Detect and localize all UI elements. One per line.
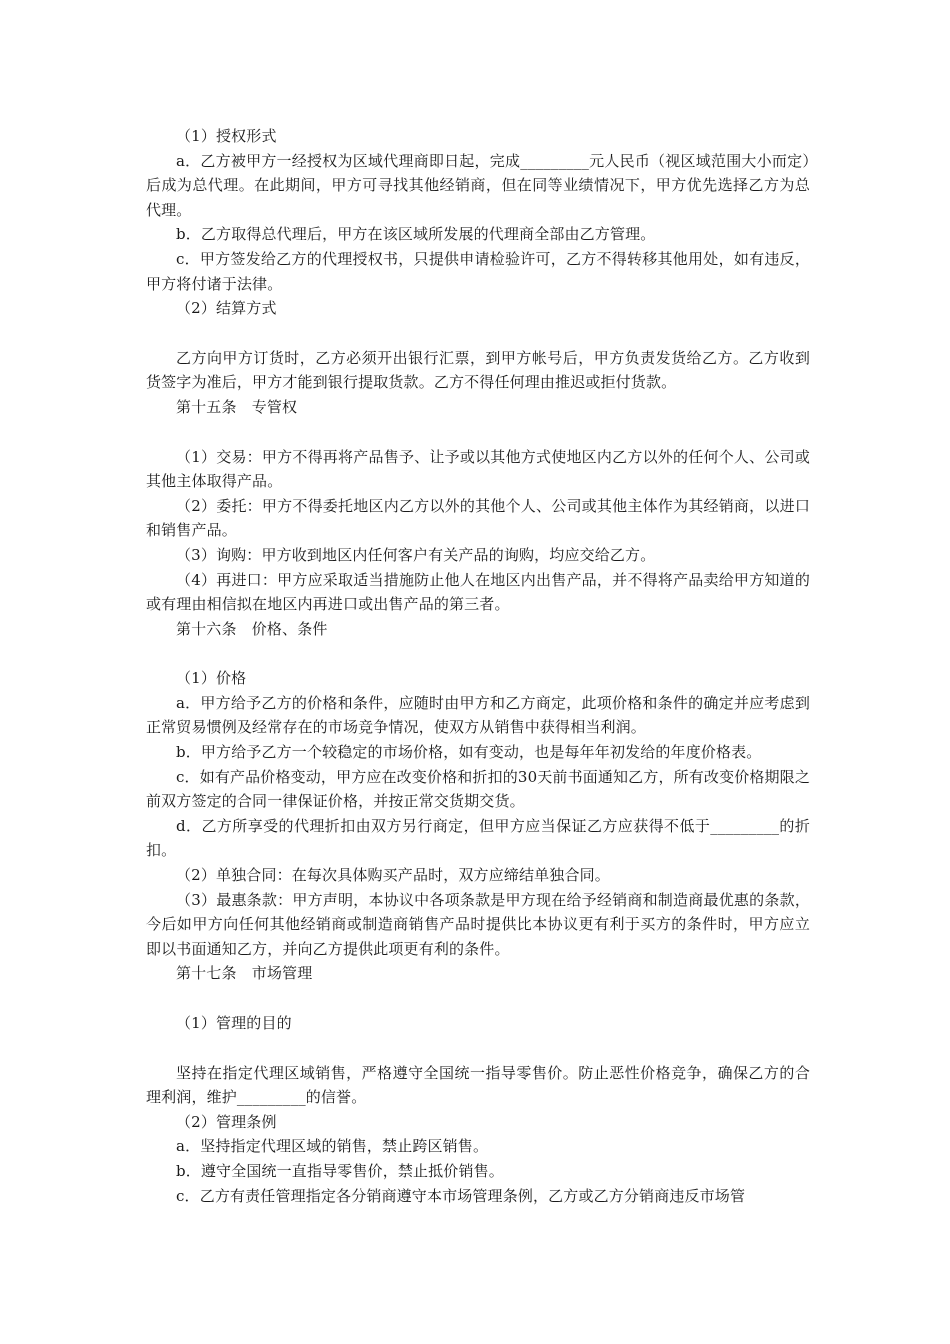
price-item-c: c．如有产品价格变动，甲方应在改变价格和折扣的30天前书面通知乙方，所有改变价格期限之前双方签定的合同一律保证价格，并按正常交货期交货。 — [146, 767, 810, 811]
document-body — [146, 124, 810, 1208]
rule-item-b: b．遵守全国统一直指导零售价，禁止抵价销售。 — [176, 1161, 504, 1180]
clause-entrust: （2）委托：甲方不得委托地区内乙方以外的其他个人、公司或其他主体作为其经销商，以进口和销售产品。 — [146, 496, 810, 540]
clause-separate-contract: （2）单独合同：在每次具体购买产品时，双方应缔结单独合同。 — [176, 866, 610, 885]
article-17-heading: 第十七条 市场管理 — [176, 964, 313, 983]
heading-management-rules: （2）管理条例 — [176, 1112, 277, 1131]
clause-most-favored: （3）最惠条款：甲方声明，本协议中各项条款是甲方现在给予经销商和制造商最优惠的条款，今后如甲方向任何其他经销商或制造商销售产品时提供比本协议更有利于买方的条件时，甲方应立即以书面通知乙方，并向乙方提供此项更有利的条件。 — [146, 890, 810, 958]
article-16-heading: 第十六条 价格、条件 — [176, 619, 328, 638]
settlement-paragraph: 乙方向甲方订货时，乙方必须开出银行汇票，到甲方帐号后，甲方负责发货给乙方。乙方收到货签字为准后，甲方才能到银行提取货款。乙方不得任何理由推迟或拒付货款。 — [146, 348, 810, 392]
management-purpose-paragraph: 坚持在指定代理区域销售，严格遵守全国统一指导零售价。防止恶性价格竞争，确保乙方的合理利润，维护_________的信誉。 — [146, 1063, 810, 1107]
heading-price: （1）价格 — [176, 669, 247, 688]
price-item-d: d．乙方所享受的代理折扣由双方另行商定，但甲方应当保证乙方应获得不低于_________的折扣。 — [146, 816, 810, 860]
price-item-b: b．甲方给予乙方一个较稳定的市场价格，如有变动，也是每年年初发给的年度价格表。 — [176, 743, 762, 762]
clause-item-c: c．甲方签发给乙方的代理授权书，只提供申请检验许可，乙方不得转移其他用处，如有违反，甲方将付诸于法律。 — [146, 249, 810, 293]
article-15-heading: 第十五条 专管权 — [176, 397, 298, 416]
rule-item-a: a．坚持指定代理区域的销售，禁止跨区销售。 — [176, 1137, 489, 1156]
clause-inquiry: （3）询购：甲方收到地区内任何客户有关产品的询购，均应交给乙方。 — [176, 545, 656, 564]
clause-reimport: （4）再进口：甲方应采取适当措施防止他人在地区内出售产品，并不得将产品卖给甲方知道的或有理由相信拟在地区内再进口或出售产品的第三者。 — [146, 570, 810, 614]
rule-item-c: c．乙方有责任管理指定各分销商遵守本市场管理条例，乙方或乙方分销商违反市场管 — [176, 1186, 746, 1205]
clause-item-b: b．乙方取得总代理后，甲方在该区域所发展的代理商全部由乙方管理。 — [176, 225, 656, 244]
clause-item-a: a．乙方被甲方一经授权为区域代理商即日起，完成_________元人民币（视区域范围大小而定）后成为总代理。在此期间，甲方可寻找其他经销商，但在同等业绩情况下，甲方优先选择乙方为总代理。 — [146, 151, 810, 219]
heading-settlement-method: （2）结算方式 — [176, 299, 277, 318]
price-item-a: a．甲方给予乙方的价格和条件，应随时由甲方和乙方商定，此项价格和条件的确定并应考虑到正常贸易惯例及经常存在的市场竞争情况，使双方从销售中获得相当利润。 — [146, 693, 810, 737]
heading-authorization-form: （1）授权形式 — [176, 127, 277, 145]
clause-transaction: （1）交易：甲方不得再将产品售予、让予或以其他方式使地区内乙方以外的任何个人、公司或其他主体取得产品。 — [146, 447, 810, 491]
heading-management-purpose: （1）管理的目的 — [176, 1014, 292, 1032]
